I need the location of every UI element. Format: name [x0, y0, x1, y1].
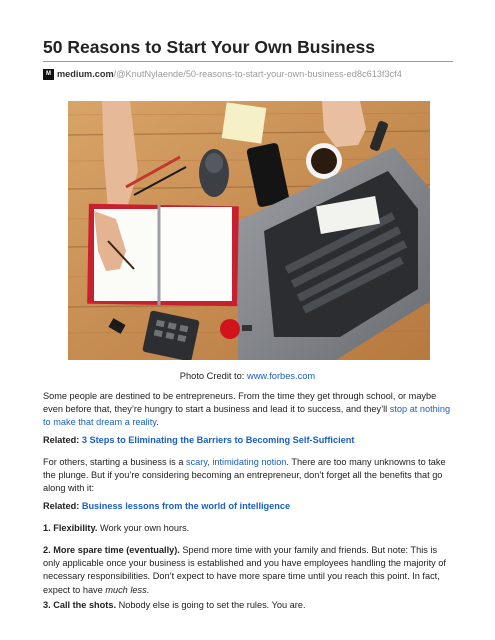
medium-logo-icon: M: [43, 69, 54, 80]
others-link[interactable]: scary, intimidating notion: [185, 457, 287, 467]
item-heading: 1. Flexibility.: [43, 523, 98, 533]
article-title: 50 Reasons to Start Your Own Business: [43, 37, 375, 57]
source-line: [43, 68, 402, 80]
related-link-1[interactable]: 3 Steps to Eliminating the Barriers to Becoming Self-Sufficient: [81, 435, 355, 445]
item-end: .: [146, 584, 150, 595]
intro-link[interactable]: stop at nothing to make that dream a reality: [43, 404, 451, 428]
source-site[interactable]: medium.com: [57, 69, 114, 79]
photo-credit-link[interactable]: www.forbes.com: [246, 371, 316, 381]
photo-credit-label: Photo Credit to:: [179, 371, 247, 381]
related-link-2[interactable]: Business lessons from the world of intelligence: [81, 501, 291, 511]
related-label-1: Related:: [43, 435, 82, 445]
desk-workspace-photo: [68, 101, 430, 360]
list-item: [43, 544, 455, 597]
item-italic: much less: [105, 584, 147, 595]
title-divider: [43, 61, 453, 62]
related-label-2: Related:: [43, 501, 82, 511]
others-pre: For others, starting a business is a: [43, 457, 186, 467]
related-line-1: [43, 434, 455, 447]
list-item: [43, 522, 455, 535]
item-text: Nobody else is going to set the rules. You are.: [116, 600, 306, 610]
others-paragraph: [43, 456, 455, 496]
intro-text: Some people are destined to be entrepreneurs. From the time they get through school, or maybe even before that, they’re hungry to start a business and lead it to success, and they’ll: [43, 391, 437, 415]
photo-credit: [0, 371, 495, 381]
others-post: . There are too many unknowns to take the plunge. But if you’re considering becoming an entrepreneur, don’t forget all the benefits that go along with it:: [43, 457, 446, 494]
source-path[interactable]: /@KnutNylaende/50-reasons-to-start-your-own-business-ed8c613f3cf4: [113, 69, 402, 79]
item-heading: 2. More spare time (eventually).: [43, 545, 180, 555]
related-line-2: [43, 500, 455, 513]
intro-end: .: [156, 417, 159, 428]
intro-paragraph: [43, 390, 455, 430]
list-item: [43, 599, 455, 612]
item-heading: 3. Call the shots.: [43, 600, 117, 610]
item-text: Spend more time with your family and friends. But note: This is only applicable once your business is established and you have employees handling the majority of necessary responsibilities. Don’t expect to have more spare time until you reach this point. In fact, expect to have: [43, 545, 446, 595]
item-text: Work your own hours.: [97, 523, 190, 533]
